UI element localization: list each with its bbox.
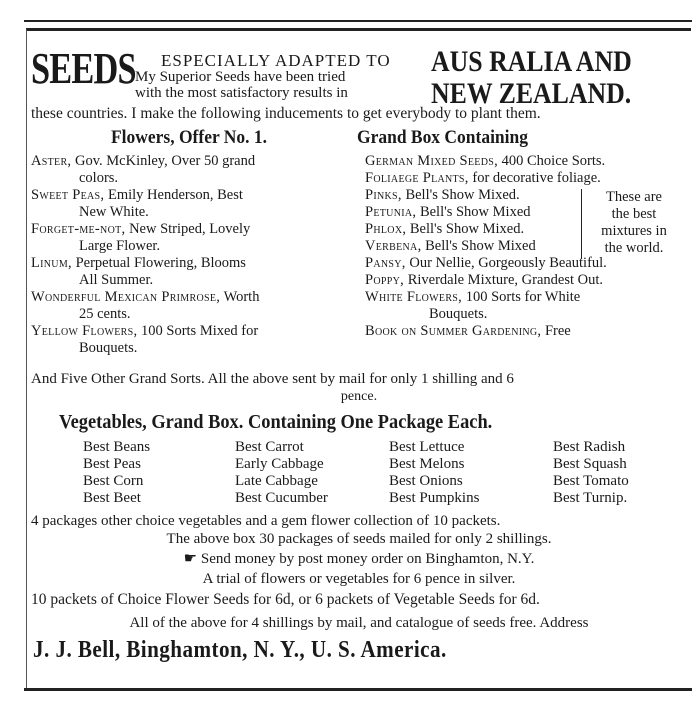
superior-seeds-text [135,69,348,101]
bottom-rule [24,688,692,691]
grand-box-desc: Bell's Show Mixed [425,238,536,254]
vegetable-item: Best Melons [389,456,465,472]
flowers-title: Flowers, Offer No. 1. [111,127,267,148]
flower-desc: Perpetual Flowering, Blooms [75,255,246,271]
vegetable-item: Best Beet [83,490,141,506]
adapted-line: ESPECIALLY ADAPTED TO [161,51,391,70]
signature-address: J. J. Bell, Binghamton, N. Y., U. S. America. [33,637,447,663]
grand-box-name: Foliaege Plants, [365,170,469,186]
vegetable-item: Best Onions [389,473,463,489]
grand-box-item [365,170,695,187]
grand-box-item [365,272,695,289]
ad-header [31,37,687,110]
box-note-line: These are [606,189,662,205]
flowers-footer-2: pence. [340,389,378,404]
veg-line-6: All of the above for 4 shillings by mail, and catalogue of seeds free. Address [129,615,589,631]
grand-box-name: Poppy, [365,272,405,288]
vegetable-item: Best Carrot [235,439,304,455]
superior-line-1: My Superior Seeds have been tried [135,69,346,85]
vegetable-item: Best Squash [553,456,627,472]
grand-box-name: Book on Summer Gardening, [365,323,542,339]
grand-box-name: German Mixed Seeds, [365,153,498,169]
grand-box-name: Petunia, [365,204,417,220]
flower-desc: Worth [223,289,260,305]
grand-box-desc: Bouquets. [429,306,488,322]
australia-heading: AUS RALIA AND [431,45,632,78]
box-note-line: the world. [604,240,664,256]
flower-desc-cont: Bouquets. [79,340,138,356]
flower-item [31,323,351,357]
grand-box-name: White Flowers, [365,289,463,305]
grand-box-item [365,289,695,306]
grand-box-desc: Bell's Show Mixed [419,204,531,220]
flower-desc-cont: colors. [79,170,119,186]
vegetable-item: Best Beans [83,439,151,455]
box-note-line: the best [611,206,657,222]
vegetables-title: Vegetables, Grand Box. Containing One Package Each. [59,411,493,433]
box-note [581,189,686,259]
vegetable-item: Best Turnip. [553,490,628,506]
flower-item [31,187,351,221]
veg-line-3: Send money by post money order on Binghamton, N.Y. [200,551,535,567]
flower-name: Yellow Flowers, [31,323,138,339]
vegetable-item: Best Pumpkins [389,490,480,506]
flower-name: Sweet Peas, [31,187,105,203]
vegetable-item: Best Lettuce [389,439,465,455]
top-rule [24,20,692,22]
flower-name: Aster, [31,153,72,169]
vegetable-item: Early Cabbage [235,456,324,472]
flower-name: Linum, [31,255,72,271]
seeds-heading: SEEDS [31,44,136,93]
flower-item [31,221,351,255]
superior-line-2: with the most satisfactory results in [135,85,348,101]
grand-box-desc: Our Nellie, Gorgeously Beautiful. [409,255,607,271]
vegetable-item: Late Cabbage [235,473,318,489]
veg-line-3-wrap [27,549,691,568]
grand-box-name: Verbena, [365,238,422,254]
grand-box-desc: Bell's Show Mixed. [409,221,525,237]
grand-box-desc: Riverdale Mixture, Grandest Out. [407,272,603,288]
flower-item [31,255,351,289]
flower-desc: 100 Sorts Mixed for [141,323,259,339]
seed-advertisement [26,28,691,691]
flower-desc-cont: All Summer. [79,272,154,288]
grand-box-desc: Free [544,323,571,339]
grand-box-item [365,153,695,170]
veg-column-4 [553,439,629,507]
grand-box-desc: 100 Sorts for White [465,289,581,305]
grand-box-name: Phlox, [365,221,407,237]
flower-desc: Emily Henderson, Best [107,187,243,203]
flower-item [31,289,351,323]
veg-column-1 [83,439,150,507]
flower-name: Forget-me-not, [31,221,126,237]
flowers-footer-1: And Five Other Grand Sorts. All the above sent by mail for only 1 shilling and 6 [31,371,514,387]
flower-desc-cont: Large Flower. [79,238,161,254]
grand-box-name: Pansy, [365,255,406,271]
flowers-left-column [31,153,351,357]
flower-desc: New Striped, Lovely [129,221,251,237]
pointing-hand-icon: ☛ [183,551,201,567]
grand-box-name: Pinks, [365,187,402,203]
veg-line-1: 4 packages other choice vegetables and a gem flower collection of 10 packets. [31,513,501,529]
vegetable-item: Best Corn [83,473,144,489]
grand-box-desc: 400 Choice Sorts. [501,153,606,169]
grand-box-desc: for decorative foliage. [472,170,601,186]
veg-column-3 [389,439,479,507]
grand-box-item [365,306,695,323]
grand-box-item [365,323,695,340]
grand-box-desc: Bell's Show Mixed. [405,187,520,203]
flower-desc: Gov. McKinley, Over 50 grand [74,153,256,169]
grand-box-title: Grand Box Containing [357,127,528,148]
box-note-line: mixtures in [601,223,667,239]
flower-desc-cont: 25 cents. [79,306,131,322]
veg-line-5: 10 packets of Choice Flower Seeds for 6d, or 6 packets of Vegetable Seeds for 6d. [31,591,540,608]
veg-column-2 [235,439,328,507]
veg-line-2: The above box 30 packages of seeds mailed for only 2 shillings. [166,531,552,547]
vegetable-item: Best Radish [553,439,626,455]
new-zealand-heading: NEW ZEALAND. [431,77,632,110]
flower-desc-cont: New White. [79,204,149,220]
flower-name: Wonderful Mexican Primrose, [31,289,221,305]
flower-item [31,153,351,187]
veg-line-4: A trial of flowers or vegetables for 6 pence in silver. [202,571,516,587]
vegetable-item: Best Peas [83,456,141,472]
intro-line: these countries. I make the following inducements to get everybody to plant them. [31,105,541,122]
vegetable-item: Best Tomato [553,473,629,489]
vegetable-item: Best Cucumber [235,490,328,506]
